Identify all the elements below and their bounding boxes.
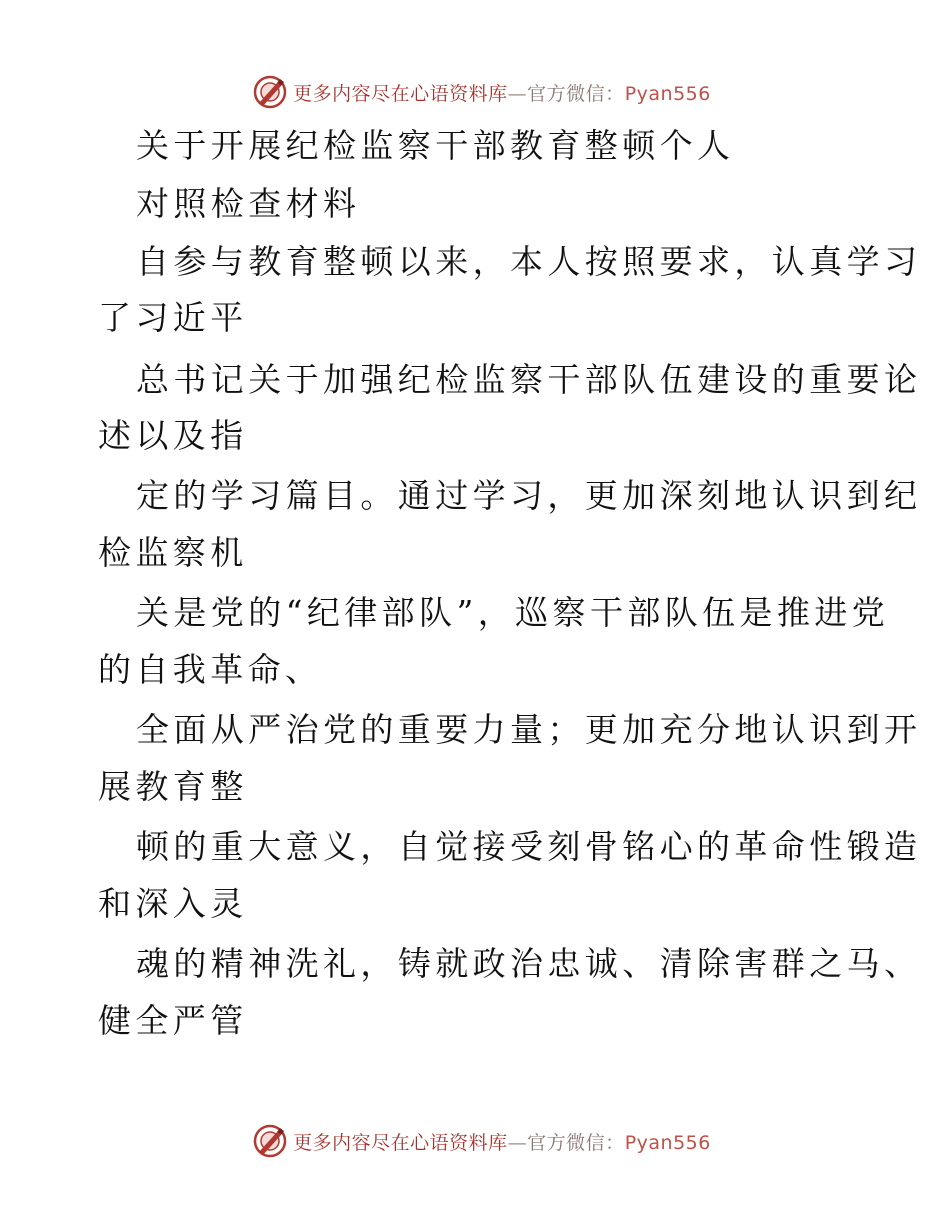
watermark-handle: Pyan556 — [624, 82, 711, 105]
paragraph-line: 了习近平 — [98, 298, 248, 337]
paragraph-line: 自参与教育整顿以来，本人按照要求，认真学习 — [136, 242, 922, 281]
paragraph-line: 魂的精神洗礼，铸就政治忠诚、清除害群之马、 — [136, 944, 922, 983]
paragraph-line: 健全严管 — [98, 1001, 248, 1040]
brand-logo-icon — [253, 1124, 287, 1158]
watermark-label: 官方微信： — [527, 1131, 625, 1154]
paragraph-line: 关是党的“纪律部队”，巡察干部队伍是推进党 — [136, 593, 890, 632]
watermark-group — [239, 1124, 711, 1158]
watermark-separator: — — [507, 1131, 528, 1154]
watermark-separator: — — [507, 82, 528, 105]
paragraph-line: 的自我革命、 — [98, 650, 323, 689]
watermark-text — [293, 1128, 711, 1155]
watermark-label: 官方微信： — [527, 82, 625, 105]
paragraph-line: 顿的重大意义，自觉接受刻骨铭心的革命性锻造 — [136, 827, 922, 866]
document-title: 关于开展纪检监察干部教育整顿个人 — [136, 126, 735, 165]
paragraph-line: 定的学习篇目。通过学习，更加深刻地认识到纪 — [136, 476, 922, 515]
watermark-site: 更多内容尽在心语资料库 — [293, 82, 508, 105]
document-subtitle: 对照检查材料 — [136, 184, 361, 223]
paragraph-line: 述以及指 — [98, 416, 248, 455]
watermark-handle: Pyan556 — [624, 1131, 711, 1154]
paragraph-line: 检监察机 — [98, 533, 248, 572]
paragraph-line: 全面从严治党的重要力量；更加充分地认识到开 — [136, 710, 922, 749]
watermark-site: 更多内容尽在心语资料库 — [293, 1131, 508, 1154]
paragraph-line: 总书记关于加强纪检监察干部队伍建设的重要论 — [136, 360, 922, 399]
paragraph-line: 展教育整 — [98, 767, 248, 806]
paragraph-line: 和深入灵 — [98, 884, 248, 923]
footer-watermark — [0, 1121, 950, 1161]
